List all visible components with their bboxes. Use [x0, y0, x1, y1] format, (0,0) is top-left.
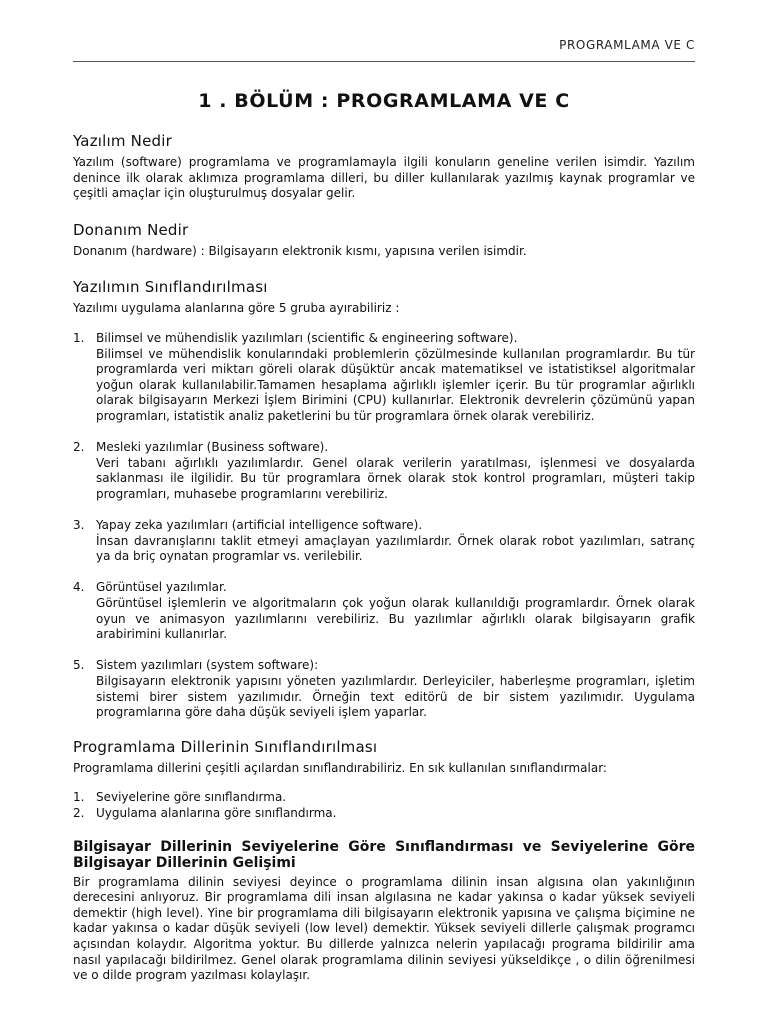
- list-item-text: Uygulama alanlarına göre sınıflandırma.: [96, 806, 337, 820]
- section-hardware: [73, 221, 695, 260]
- list-item: [73, 331, 695, 425]
- list-item-body: Veri tabanı ağırlıklı yazılımlardır. Genel olarak verilerin yaratılması, işlenmesi ve dosyalarda saklanması ile ilgilidir. Bu tür programlara örnek olarak stok kontrol programları, müşteri takip programları, muhasebe programlarını verebiliriz.: [96, 455, 695, 501]
- list-item-number: 2.: [73, 806, 85, 820]
- list-item: [73, 658, 695, 720]
- list-item-title: Görüntüsel yazılımlar.: [96, 580, 227, 595]
- section-heading-software: Yazılım Nedir: [73, 132, 172, 150]
- list-item-title: Sistem yazılımları (system software):: [96, 658, 319, 673]
- list-item: [73, 580, 695, 642]
- chapter-title: 1 . BÖLÜM : PROGRAMLAMA VE C: [198, 90, 570, 112]
- section-heading-hardware: Donanım Nedir: [73, 220, 189, 239]
- running-header: PROGRAMLAMA VE C: [559, 38, 695, 52]
- list-item-body: Bilimsel ve mühendislik konularındaki problemlerin çözülmesinde kullanılan programlardır. Bu tür programlarda veri miktarı göreli olarak düşüktür ancak matematiksel ve istatistiksel algoritmalar yoğun olarak kullanılabilir.Tamamen hesaplama ağırlıklı işlemler içerir. Bu tür programlar ağırlıklı olarak bilgisayarın Merkezi İşlem Birimini (CPU) kullanırlar. Elektronik devrelerin çözümünü yapan programları, istatistik analiz paketlerini bu tür programlara örnek olarak verebiliriz.: [96, 346, 695, 423]
- list-item: [73, 806, 695, 822]
- list-item-body: Bilgisayarın elektronik yapısını yöneten yazılımlardır. Derleyiciler, haberleşme programları, işletim sistemi birer sistem yazılımıdır. Örneğin text editörü de bir sistem yazılımıdır. Uygulama programlarına göre daha düşük seviyeli işlem yaparlar.: [96, 674, 695, 720]
- software-type-list: [73, 331, 695, 721]
- list-item-title: Mesleki yazılımlar (Business software).: [96, 440, 329, 455]
- section-heading-lang-classification: Programlama Dillerinin Sınıflandırılması: [73, 737, 378, 756]
- list-item-text: Seviyelerine göre sınıflandırma.: [96, 790, 287, 805]
- list-item-number: 1.: [73, 330, 85, 345]
- list-item: [73, 790, 695, 806]
- list-item: [73, 518, 695, 565]
- section-heading-classification: Yazılımın Sınıflandırılması: [73, 278, 268, 297]
- list-item-number: 4.: [73, 580, 85, 595]
- list-item-body: Görüntüsel işlemlerin ve algoritmaların çok yoğun olarak kullanıldığı programlardır. Örnek olarak oyun ve animasyon yazılımlarını verebiliriz. Bu yazılımlar ağırlıklı olarak bilgisayarın grafik arabirimini kullanırlar.: [96, 596, 695, 642]
- list-item-number: 5.: [73, 658, 85, 673]
- page-content: [73, 90, 695, 984]
- section-intro-lang-classification: Programlama dillerini çeşitli açılardan sınıflandırabiliriz. En sık kullanılan sınıflandırmalar:: [73, 760, 607, 775]
- list-item-number: 2.: [73, 440, 85, 455]
- header-rule: [73, 61, 695, 62]
- list-item-number: 3.: [73, 518, 85, 533]
- section-heading-levels: Bilgisayar Dillerinin Seviyelerine Göre Sınıflandırması ve Seviyelerine Göre Bilgisayar Dillerinin Gelişimi: [73, 838, 695, 871]
- list-item-body: İnsan davranışlarını taklit etmeyi amaçlayan yazılımlardır. Örnek olarak robot yazılımları, satranç ya da briç oynatan programlar vs. verilebilir.: [96, 533, 695, 564]
- section-text-hardware: Donanım (hardware) : Bilgisayarın elektronik kısmı, yapısına verilen isimdir.: [73, 243, 527, 258]
- list-item-title: Bilimsel ve mühendislik yazılımları (scientific & engineering software).: [96, 330, 518, 345]
- section-classification: [73, 278, 695, 720]
- list-item-title: Yapay zeka yazılımları (artificial intelligence software).: [96, 518, 423, 533]
- list-item-number: 1.: [73, 790, 85, 805]
- section-text-levels: Bir programlama dilinin seviyesi deyince o programlama dilinin insan algısına olan yakınlığının derecesini anlıyoruz. Bir programlama dili insan algılasına ne kadar yakınsa o kadar yüksek seviyeli demektir (high level). Yine bir programlama dili bilgisayarın elektronik yapısına ve çalışma biçimine ne kadar yakınsa o kadar düşük seviyeli (low level) demektir. Yüksek seviyeli dillerle çalışmak programcı açısından kolaydır. Algoritma yoktur. Bu dillerde yalnızca nelerin yapılacağı programa bildirilir ama nasıl yapılacağı bildirilmez. Genel olarak programlama dilinin seviyesi yükseldikçe , o dilin öğrenilmesi ve o dilde program yazılması kolaylaşır.: [73, 874, 695, 983]
- section-intro-classification: Yazılımı uygulama alanlarına göre 5 gruba ayırabiliriz :: [73, 301, 400, 316]
- section-levels: [73, 839, 695, 984]
- section-software: [73, 132, 695, 202]
- section-text-software: Yazılım (software) programlama ve programlamayla ilgili konuların geneline verilen isimdir. Yazılım denince ilk olarak aklımıza programlama dilleri, bu diller kullanılarak yazılmış kaynak programlar ve çeşitli amaçlar için oluşturulmuş dosyalar gelir.: [73, 155, 695, 201]
- section-lang-classification: [73, 738, 695, 822]
- list-item: [73, 440, 695, 502]
- lang-classification-list: [73, 790, 695, 821]
